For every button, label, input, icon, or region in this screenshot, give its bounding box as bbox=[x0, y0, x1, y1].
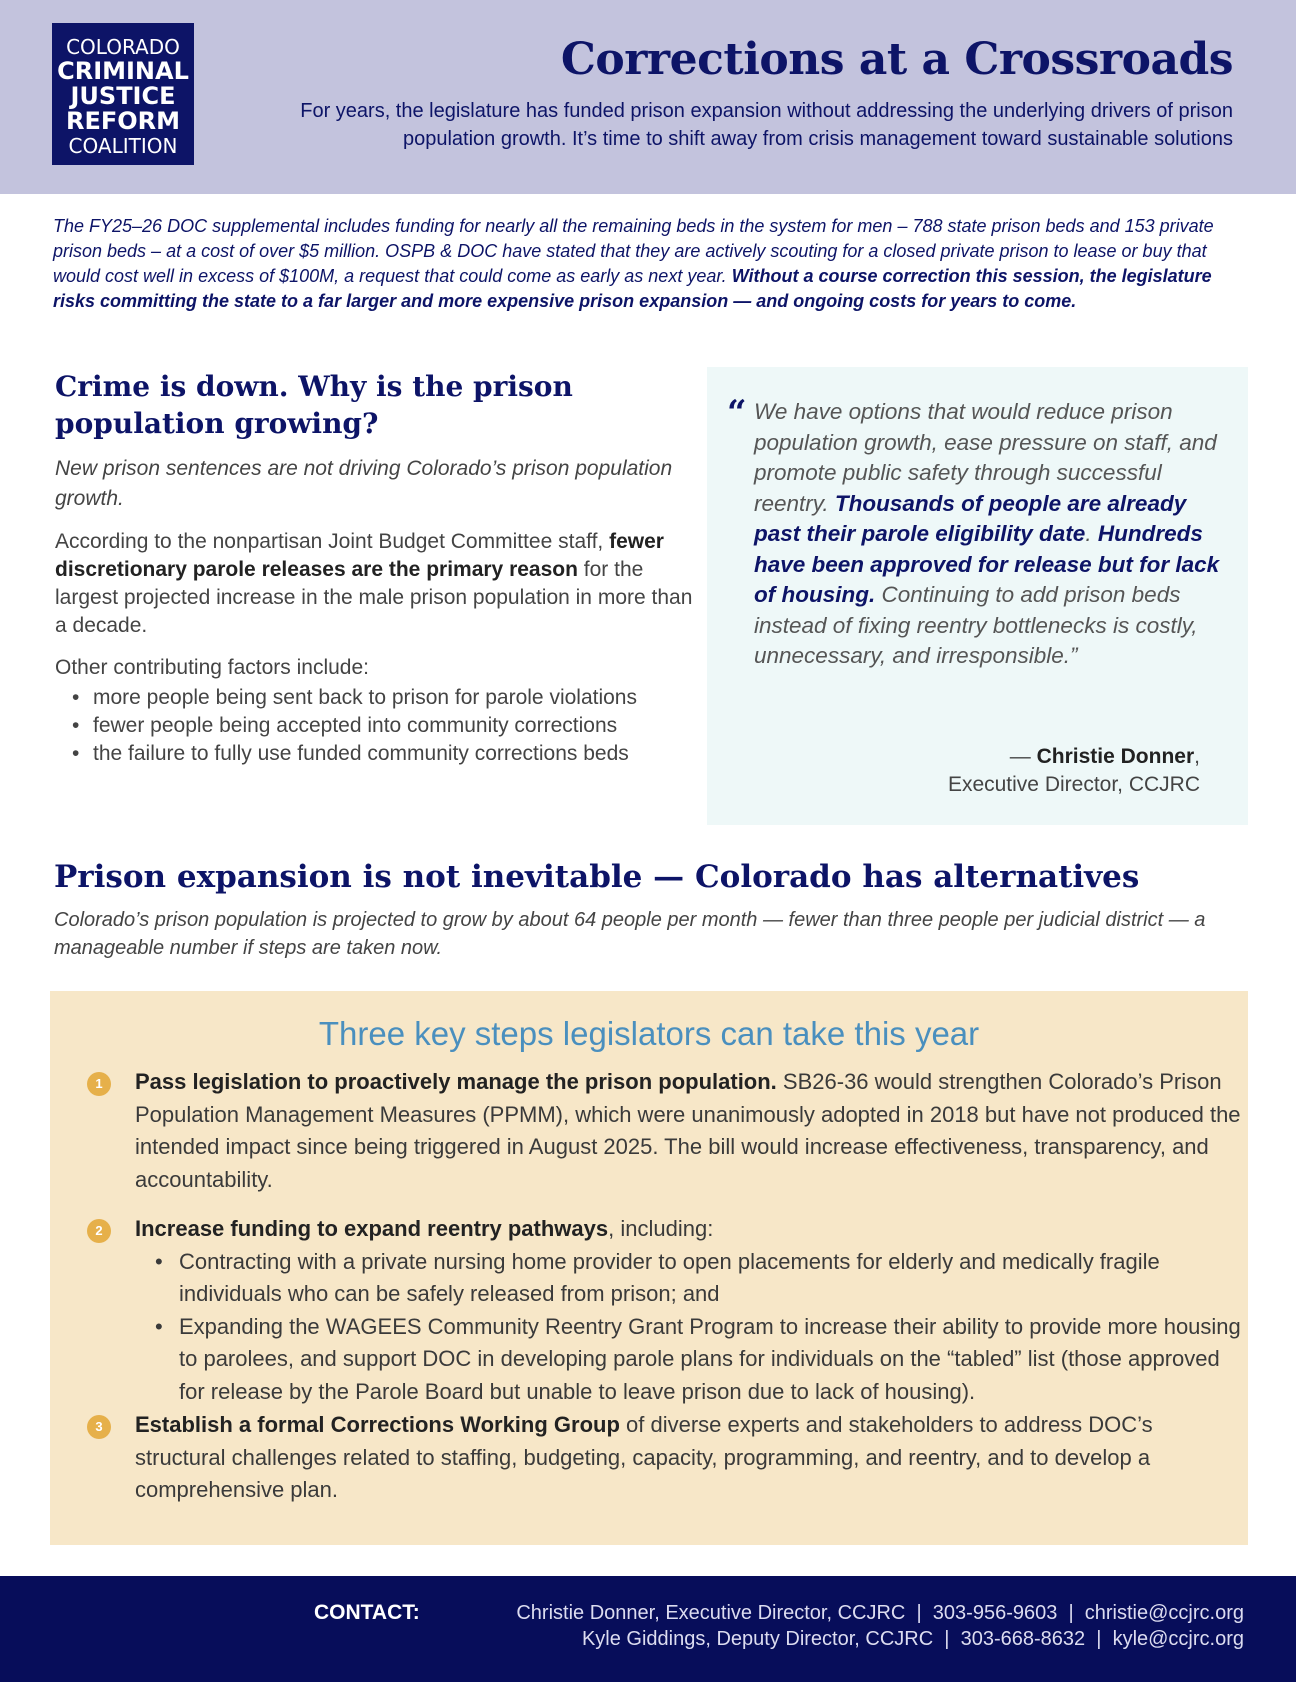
quote-mark-icon: “ bbox=[727, 393, 747, 433]
paragraph-bold: fewer discretionary parole releases are the primary reason bbox=[55, 530, 664, 581]
bullet-icon: • bbox=[72, 742, 80, 765]
step-text: of diverse experts and stakeholders to address DOC’s structural challenges related to staffing, budgeting, capacity, programming, and reentry, and to develop a comprehensive plan. bbox=[135, 1412, 1153, 1502]
section-crime-title: Crime is down. Why is the prison population growing? bbox=[55, 370, 573, 440]
step-bullets bbox=[135, 1246, 1245, 1409]
step-bullet-text: Contracting with a private nursing home provider to open placements for elderly and medically fragile individuals who can be safely released from prison; and bbox=[179, 1248, 1160, 1306]
logo-line-reform: REFORM bbox=[65, 107, 181, 135]
factor-text: more people being sent back to prison for parole violations bbox=[93, 686, 637, 709]
step-number-badge: 1 bbox=[87, 1072, 111, 1096]
quote-box bbox=[707, 367, 1248, 825]
step-number-badge: 3 bbox=[87, 1415, 111, 1439]
bullet-icon: • bbox=[155, 1248, 163, 1274]
section-alternatives-lead: Colorado’s prison population is projected to grow by about 64 people per month — fewer than three people per judicial district — a manageable number if steps are taken now. bbox=[54, 909, 1206, 959]
section-alternatives-title: Prison expansion is not inevitable — Colorado has alternatives bbox=[54, 859, 1140, 895]
intro-emphasis: Without a course correction this session, the legislature risks committing the state to a far larger and more expensive prison expansion — and ongoing costs for years to come. bbox=[53, 266, 1212, 311]
subtitle-line-2: population growth. It’s time to shift away from crisis management toward sustainable solutions bbox=[402, 128, 1233, 150]
paragraph-end: for the largest projected increase in the male prison population in more than a decade. bbox=[55, 558, 693, 637]
factor-text: fewer people being accepted into community corrections bbox=[93, 714, 618, 737]
step-bold: Pass legislation to proactively manage the prison population. bbox=[135, 1069, 777, 1094]
list-item bbox=[55, 740, 695, 768]
list-item bbox=[55, 712, 695, 740]
subtitle-line-1: For years, the legislature has funded prison expansion without addressing the underlying drivers of prison bbox=[300, 100, 1233, 122]
step-bullet-text: Expanding the WAGEES Community Reentry Grant Program to increase their ability to provide more housing to parolees, and support DOC in developing parole plans for individuals on the “tabled” list (those approved for release by the Parole Board but unable to leave prison due to lack of housing). bbox=[179, 1313, 1241, 1404]
section-crime-lead: New prison sentences are not driving Colorado’s prison population growth. bbox=[55, 457, 673, 510]
attribution-title: Executive Director, CCJRC bbox=[947, 773, 1200, 796]
step-item-3 bbox=[135, 1409, 1245, 1507]
bullet-icon: • bbox=[155, 1313, 163, 1339]
logo-line-criminal: CRIMINAL bbox=[57, 57, 189, 85]
ccjrc-logo[interactable] bbox=[52, 23, 194, 165]
quote-bold-1: Thousands of people are already past their parole eligibility date bbox=[754, 490, 1187, 546]
list-item bbox=[135, 1246, 1245, 1311]
key-steps-title: Three key steps legislators can take this year bbox=[318, 1015, 980, 1052]
contributing-factors bbox=[55, 654, 695, 768]
quote-text-start: We have options that would reduce prison population growth, ease pressure on staff, and promote public safety through successful reentry. bbox=[754, 399, 1217, 516]
quote-attribution: — Christie Donner, Executive Director, CCJRC bbox=[948, 743, 1200, 799]
step-number-badge: 2 bbox=[87, 1219, 111, 1243]
section-crime-paragraph bbox=[55, 528, 695, 640]
quote-bold-2: Hundreds have been approved for release but for lack of housing. bbox=[754, 521, 1220, 607]
step-item-1 bbox=[135, 1066, 1245, 1196]
factors-list bbox=[55, 684, 695, 768]
intro-paragraph bbox=[53, 214, 1248, 314]
page-subtitle bbox=[233, 97, 1233, 153]
quote-text-end: Continuing to add prison beds instead of fixing reentry bottlenecks is costly, unnecessary, and irresponsible.” bbox=[754, 582, 1198, 668]
contact-line-christie[interactable]: Christie Donner, Executive Director, CCJRC | 303-956-9603 | christie@ccjrc.org bbox=[516, 1602, 1244, 1624]
intro-text: The FY25–26 DOC supplemental includes funding for nearly all the remaining beds in the system for men – 788 state prison beds and 153 private prison beds – at a cost of over $5 million. OSPB & DOC have stated that they are actively scouting for a closed private prison to lease or buy that would cost well in excess of $100M, a request that could come as early as next year. bbox=[53, 216, 1214, 286]
attribution-name: Christie Donner bbox=[1036, 745, 1195, 768]
logo-line-coalition: COALITION bbox=[68, 134, 178, 158]
step-item-2 bbox=[135, 1213, 1245, 1408]
step-bold: Establish a formal Corrections Working Group bbox=[135, 1412, 620, 1437]
logo-line-justice: JUSTICE bbox=[70, 82, 176, 110]
contact-footer bbox=[0, 1576, 1296, 1682]
step-text: SB26-36 would strengthen Colorado’s Prison Population Management Measures (PPMM), which were unanimously adopted in 2018 but have not produced the intended impact since being triggered in August 2025. The bill would increase effectiveness, transparency, and accountability. bbox=[135, 1069, 1241, 1192]
step-text: , including: bbox=[608, 1216, 714, 1241]
bullet-icon: • bbox=[72, 686, 80, 709]
contact-line-kyle[interactable]: Kyle Giddings, Deputy Director, CCJRC | 303-668-8632 | kyle@ccjrc.org bbox=[581, 1628, 1244, 1650]
quote-text: We have options that would reduce prison population growth, ease pressure on staff, and promote public safety through successful reentry. Thousands of people are already past their parole eligibility date. Hundreds have been approved for release but for lack of housing. Continuing to add prison beds instead of fixing reentry bottlenecks is costly, unnecessary, and irresponsible.” bbox=[754, 399, 1220, 668]
contact-lines bbox=[516, 1600, 1244, 1652]
list-item bbox=[55, 684, 695, 712]
factor-text: the failure to fully use funded community corrections beds bbox=[93, 742, 629, 765]
logo-line-colorado: COLORADO bbox=[66, 35, 180, 59]
paragraph-start: According to the nonpartisan Joint Budget Committee staff, bbox=[55, 530, 604, 553]
contact-label: CONTACT: bbox=[314, 1601, 420, 1624]
list-item bbox=[135, 1311, 1245, 1409]
page-title: Corrections at a Crossroads bbox=[560, 34, 1233, 85]
step-bold: Increase funding to expand reentry pathways bbox=[135, 1216, 609, 1241]
header-band bbox=[0, 0, 1296, 194]
key-steps-box bbox=[50, 991, 1248, 1545]
bullet-icon: • bbox=[72, 714, 80, 737]
factors-intro: Other contributing factors include: bbox=[55, 656, 369, 679]
